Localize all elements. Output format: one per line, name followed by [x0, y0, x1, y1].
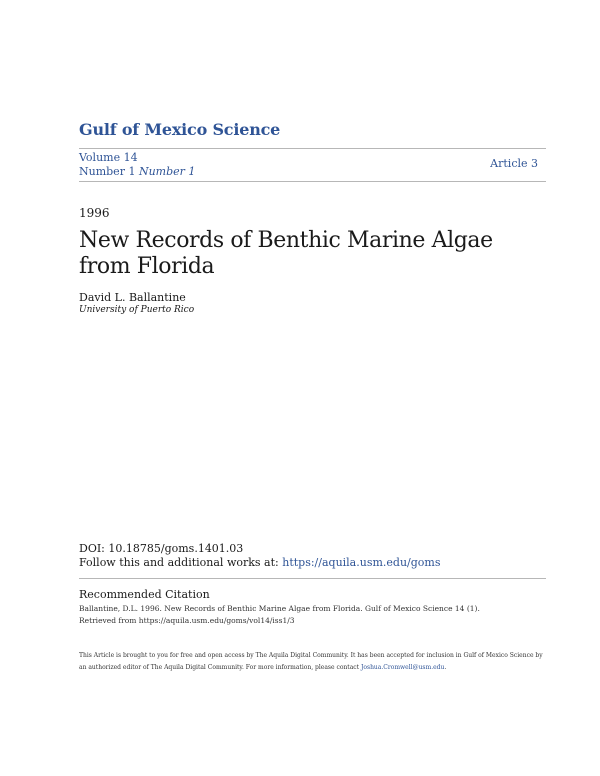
- journal-title[interactable]: Gulf of Mexico Science: [79, 120, 281, 139]
- follow-label: Follow this and additional works at:: [79, 556, 283, 569]
- header-top-rule: [79, 148, 546, 149]
- collection-link[interactable]: https://aquila.usm.edu/goms: [282, 556, 441, 569]
- publication-year: 1996: [79, 206, 110, 220]
- issue-number-label: Number 1: [79, 165, 136, 178]
- article-number[interactable]: Article 3: [490, 157, 538, 170]
- doi-text: DOI: 10.18785/goms.1401.03: [79, 542, 244, 555]
- recommended-citation-heading: Recommended Citation: [79, 588, 210, 601]
- article-title: New Records of Benthic Marine Algae from Florida: [79, 228, 493, 279]
- issue-number[interactable]: [79, 165, 195, 178]
- notice-end: .: [444, 664, 447, 671]
- author-affiliation: University of Puerto Rico: [79, 305, 195, 315]
- header-bottom-rule: [79, 181, 546, 182]
- citation-rule: [79, 578, 546, 579]
- issue-number-italic: Number 1: [138, 165, 196, 178]
- open-access-notice: [79, 650, 549, 674]
- citation-line-1: Ballantine, D.L. 1996. New Records of Benthic Marine Algae from Florida. Gulf of Mexico Science 14 (1).: [79, 604, 480, 613]
- notice-text: This Article is brought to you for free and open access by The Aquila Digital Community. It has been accepted for inclusion in Gulf of Mexico Science by an authorized editor of The Aquila Digital Community. For more information, please contact: [79, 652, 543, 671]
- citation-line-2: Retrieved from https://aquila.usm.edu/goms/vol14/iss1/3: [79, 616, 295, 625]
- volume-link[interactable]: Volume 14: [79, 151, 138, 164]
- contact-email-link[interactable]: Joshua.Cromwell@usm.edu: [360, 664, 445, 671]
- citation-text: [79, 603, 549, 627]
- follow-line: [79, 556, 440, 569]
- author-name[interactable]: David L. Ballantine: [79, 291, 186, 304]
